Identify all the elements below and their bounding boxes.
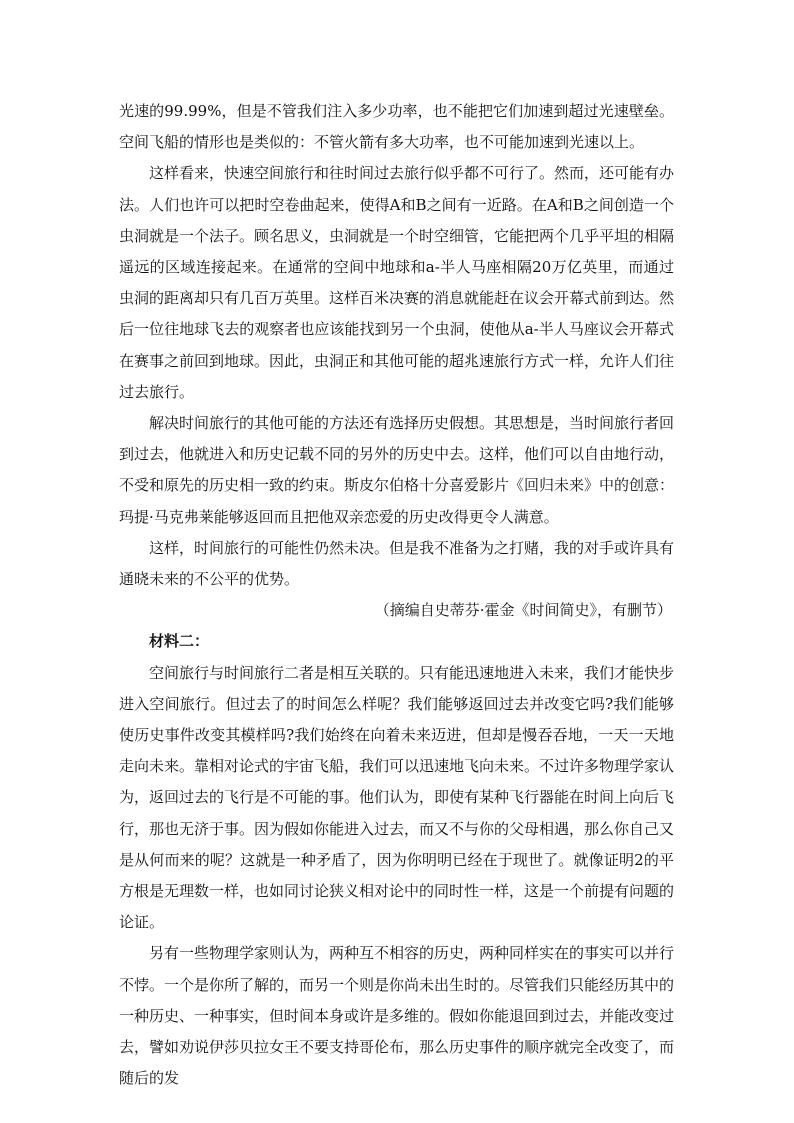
paragraph-2: 这样看来，快速空间旅行和往时间过去旅行似乎都不可行了。然而，还可能有办法。人们也许可以把时空卷曲起来，使得A和B之间有一近路。在A和B之间创造一个虫洞就是一个法子。顾名思义，虫洞就是一个时空细管，它能把两个几乎平坦的相隔遥远的区域连接起来。在通常的空间中地球和a-半人马座相隔20万亿英里，而通过虫洞的距离却只有几百万英里。这样百米决赛的消息就能赶在议会开幕式前到达。然后一位往地球飞去的观察者也应该能找到另一个虫洞，使他从a-半人马座议会开幕式在赛事之前回到地球。因此，虫洞正和其他可能的超兆速旅行方式一样，允许人们往过去旅行。 bbox=[119, 164, 675, 401]
paragraph-5: 空间旅行与时间旅行二者是相互关联的。只有能迅速地进入未来，我们才能快步进入空间旅行。但过去了的时间怎么样呢？我们能够返回过去并改变它吗?我们能够使历史事件改变其模样吗?我们始终在向着未来迈进，但却是慢吞吞地，一天一天地走向未来。靠相对论式的宇宙飞船，我们可以迅速地飞向未来。不过许多物理学家认为，返回过去的飞行是不可能的事。他们认为，即使有某种飞行器能在时间上向后飞行，那也无济于事。因为假如你能进入过去，而又不与你的父母相遇，那么你自己又是从何而来的呢？这就是一种矛盾了，因为你明明已经在于现世了。就像证明2的平方根是无理数一样，也如同讨论狭义相对论中的同时性一样，这是一个前提有问题的论证。 bbox=[119, 663, 675, 932]
paragraph-6: 另有一些物理学家则认为，两种互不相容的历史，两种同样实在的事实可以并行不悖。一个是你所了解的，而另一个则是你尚未出生时的。尽管我们只能经历其中的一种历史、一种事实，但时间本身或许是多维的。假如你能退回到过去，并能改变过去，譬如劝说伊莎贝拉女王不要支持哥伦布，那么历史事件的顺序就完全改变了，而随后的发 bbox=[119, 944, 675, 1088]
section-heading-material-2: 材料二： bbox=[149, 632, 210, 651]
paragraph-4: 这样，时间旅行的可能性仍然未决。但是我不准备为之打赌，我的对手或许具有通晓未来的不公平的优势。 bbox=[119, 538, 675, 589]
paragraph-3: 解决时间旅行的其他可能的方法还有选择历史假想。其思想是，当时间旅行者回到过去，他就进入和历史记载不同的另外的历史中去。这样，他们可以自由地行动，不受和原先的历史相一致的约束。斯皮尔伯格十分喜爱影片《回归未来》中的创意：玛提·马克弗莱能够返回而且把他双亲恋爱的历史改得更令人满意。 bbox=[119, 414, 675, 526]
paragraph-1: 光速的99.99%，但是不管我们注入多少功率，也不能把它们加速到超过光速壁垒。空间飞船的情形也是类似的：不管火箭有多大功率，也不可能加速到光速以上。 bbox=[119, 102, 674, 152]
source-citation: （摘编自史蒂芬·霍金《时间简史》，有删节） bbox=[374, 601, 672, 620]
